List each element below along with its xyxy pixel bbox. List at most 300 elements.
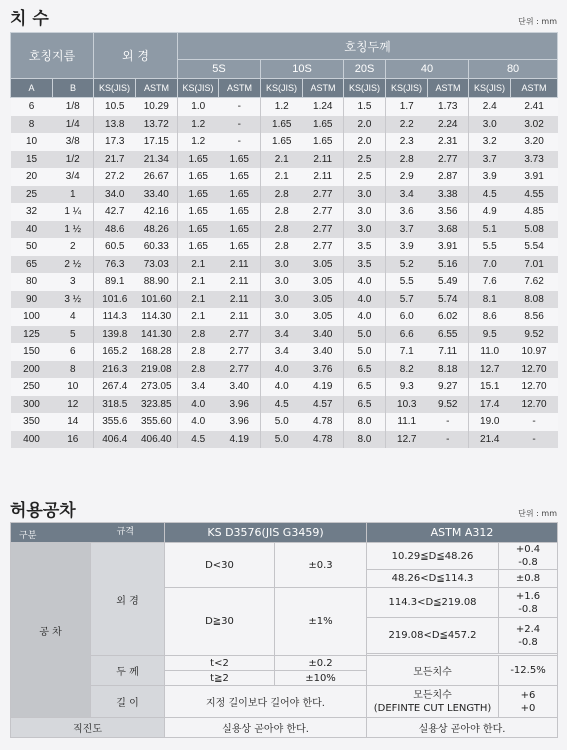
table-cell: 2.2 (386, 116, 428, 134)
table-cell: 3/8 (53, 133, 94, 151)
table-cell: 34.0 (94, 186, 136, 204)
astm-od-value-4: +2.4 -0.8 (499, 618, 558, 654)
table-cell: 3.5 (344, 238, 386, 256)
table-cell: 73.03 (136, 256, 178, 274)
table-cell: 8.08 (511, 291, 558, 309)
table-cell: 2.77 (303, 238, 344, 256)
table-cell: 3.40 (219, 378, 261, 396)
table-cell: - (511, 413, 558, 431)
table-cell: 12.70 (511, 378, 558, 396)
table-cell: 2.8 (178, 343, 219, 361)
table-row (11, 151, 558, 169)
dimensions-table (10, 32, 558, 448)
table-cell: 2.4 (469, 98, 511, 116)
table-cell: 12.70 (511, 361, 558, 379)
od-label: 외 경 (91, 543, 165, 656)
table-cell: 2.1 (261, 151, 303, 169)
straightness-label: 직진도 (11, 718, 165, 738)
table-cell: 4.0 (261, 361, 303, 379)
table-cell: 1.65 (178, 168, 219, 186)
table-cell: 65 (11, 256, 53, 274)
table-cell: 4.0 (344, 273, 386, 291)
table-cell: 21.4 (469, 431, 511, 449)
table-cell: 8.2 (386, 361, 428, 379)
table-cell: 2.1 (178, 256, 219, 274)
table-cell: 3.4 (178, 378, 219, 396)
table-row (11, 203, 558, 221)
table-cell: 4.0 (178, 396, 219, 414)
table-cell: 2.77 (219, 361, 261, 379)
table-cell: 4.9 (469, 203, 511, 221)
table-cell: 5.0 (261, 413, 303, 431)
table-cell: 3.96 (219, 413, 261, 431)
table-cell: 2.8 (178, 326, 219, 344)
length-astm-range: 모든치수 (DEFINTE CUT LENGTH) (367, 686, 499, 718)
table-cell: 3 ½ (53, 291, 94, 309)
table-cell: 4.0 (261, 378, 303, 396)
table-cell: 10.29 (136, 98, 178, 116)
table-cell: - (219, 133, 261, 151)
thickness-astm-value: -12.5% (499, 656, 558, 686)
table-cell: 89.1 (94, 273, 136, 291)
table-cell: 1.65 (178, 221, 219, 239)
table-cell: 1.7 (386, 98, 428, 116)
length-ks-text: 지정 길이보다 길어야 한다. (165, 686, 367, 718)
table-cell: 14 (53, 413, 94, 431)
table-cell: 5.49 (428, 273, 469, 291)
table-cell: - (428, 431, 469, 449)
table-cell: 3.91 (511, 168, 558, 186)
straightness-ks-text: 실용상 곧아야 한다. (165, 718, 367, 738)
table-cell: 1 (53, 186, 94, 204)
table-row (11, 343, 558, 361)
table-cell: 8.6 (469, 308, 511, 326)
table-cell: 15 (11, 151, 53, 169)
table-cell: 2.24 (428, 116, 469, 134)
table-cell: 1.0 (178, 98, 219, 116)
table-cell: 11.1 (386, 413, 428, 431)
table-cell: 3.56 (428, 203, 469, 221)
table-cell: 42.7 (94, 203, 136, 221)
table-cell: 6.6 (386, 326, 428, 344)
table-cell: 4 (53, 308, 94, 326)
table-cell: 2.87 (428, 168, 469, 186)
column-header: KS(JIS) (469, 79, 511, 98)
table-cell: 3.7 (386, 221, 428, 239)
table-cell: 1.73 (428, 98, 469, 116)
table-cell: 6.55 (428, 326, 469, 344)
table-cell: 4.85 (511, 203, 558, 221)
table-row (11, 98, 558, 116)
table-cell: 5.16 (428, 256, 469, 274)
table-cell: 4.5 (469, 186, 511, 204)
table-cell: 323.85 (136, 396, 178, 414)
table-cell: 1.65 (219, 168, 261, 186)
table-cell: 6 (53, 343, 94, 361)
schedule-20s: 20S (344, 60, 386, 79)
astm-od-value-2: ±0.8 (499, 570, 558, 588)
table-cell: 5.1 (469, 221, 511, 239)
table-cell: 3.05 (303, 308, 344, 326)
table-row (11, 116, 558, 134)
spec-label: 규격 (116, 527, 134, 537)
table-cell: 17.3 (94, 133, 136, 151)
table-cell: 1.24 (303, 98, 344, 116)
table-cell: 1 ½ (53, 221, 94, 239)
table-cell: 6.5 (344, 378, 386, 396)
table-cell: 10.5 (94, 98, 136, 116)
table-cell: 300 (11, 396, 53, 414)
table-cell: 3.6 (386, 203, 428, 221)
table-cell: 4.0 (178, 413, 219, 431)
thickness-label: 두 께 (91, 656, 165, 686)
table-row (11, 308, 558, 326)
column-header: B (53, 79, 94, 98)
table-cell: - (219, 116, 261, 134)
table-cell: 3.20 (511, 133, 558, 151)
column-header: ASTM (303, 79, 344, 98)
table-cell: 13.8 (94, 116, 136, 134)
table-cell: 5 (53, 326, 94, 344)
table-cell: 1.65 (219, 203, 261, 221)
table-cell: 15.1 (469, 378, 511, 396)
table-row (11, 221, 558, 239)
astm-od-range-2: 48.26<D≦114.3 (367, 570, 499, 588)
table-cell: 1/2 (53, 151, 94, 169)
table-cell: 3.4 (261, 343, 303, 361)
table-row (11, 256, 558, 274)
table-cell: 90 (11, 291, 53, 309)
length-astm-value: +6 +0 (499, 686, 558, 718)
table-cell: 1.65 (178, 151, 219, 169)
table-cell: 13.72 (136, 116, 178, 134)
table-cell: 2.11 (219, 256, 261, 274)
table-cell: 1.65 (261, 133, 303, 151)
table-cell: 3.96 (219, 396, 261, 414)
table-cell: 2.77 (428, 151, 469, 169)
astm-od-value-3: +1.6 -0.8 (499, 588, 558, 618)
table-cell: 2.0 (344, 133, 386, 151)
table-cell: 4.78 (303, 413, 344, 431)
table-cell: 355.6 (94, 413, 136, 431)
table-cell: 21.34 (136, 151, 178, 169)
table-cell: 3.05 (303, 291, 344, 309)
table-cell: 7.01 (511, 256, 558, 274)
table-cell: 406.40 (136, 431, 178, 449)
table-cell: 42.16 (136, 203, 178, 221)
table-cell: 5.5 (469, 238, 511, 256)
table-cell: 2.1 (261, 168, 303, 186)
table-cell: 2.11 (219, 273, 261, 291)
table-cell: 88.90 (136, 273, 178, 291)
table-cell: 3.0 (469, 116, 511, 134)
table-cell: 10.97 (511, 343, 558, 361)
table-cell: 114.30 (136, 308, 178, 326)
table-cell: 17.15 (136, 133, 178, 151)
table-cell: 33.40 (136, 186, 178, 204)
table-cell: 3.40 (303, 343, 344, 361)
dimensions-unit: 단위 : mm (518, 17, 557, 26)
table-cell: 2.0 (344, 116, 386, 134)
column-header: ASTM (428, 79, 469, 98)
table-cell: 3.73 (511, 151, 558, 169)
table-cell: 2.3 (386, 133, 428, 151)
table-cell: 9.52 (428, 396, 469, 414)
table-cell: 8.0 (344, 431, 386, 449)
table-cell: 2.5 (344, 151, 386, 169)
schedule-10s: 10S (261, 60, 344, 79)
table-cell: 9.5 (469, 326, 511, 344)
table-cell: 2.8 (261, 221, 303, 239)
table-cell: 219.08 (136, 361, 178, 379)
table-cell: 21.7 (94, 151, 136, 169)
table-cell: 8.56 (511, 308, 558, 326)
table-cell: 4.19 (303, 378, 344, 396)
table-cell: 1.65 (178, 186, 219, 204)
dimensions-title: 치 수 (10, 9, 49, 29)
table-cell: 3.0 (344, 203, 386, 221)
table-cell: 141.30 (136, 326, 178, 344)
table-row (11, 378, 558, 396)
table-cell: 6 (11, 98, 53, 116)
table-row (11, 273, 558, 291)
table-cell: 8.0 (344, 413, 386, 431)
od-large-value: ±1% (275, 588, 367, 656)
table-cell: 350 (11, 413, 53, 431)
ks-header: KS D3576(JIS G3459) (165, 523, 367, 543)
column-header: A (11, 79, 53, 98)
table-cell: 7.0 (469, 256, 511, 274)
table-cell: 8.1 (469, 291, 511, 309)
table-cell: 48.26 (136, 221, 178, 239)
table-cell: 11.0 (469, 343, 511, 361)
table-cell: 6.0 (386, 308, 428, 326)
table-cell: 267.4 (94, 378, 136, 396)
table-cell: 318.5 (94, 396, 136, 414)
column-header: ASTM (511, 79, 558, 98)
table-cell: 7.11 (428, 343, 469, 361)
table-cell: 5.08 (511, 221, 558, 239)
table-row (11, 186, 558, 204)
column-header: ASTM (136, 79, 178, 98)
table-cell: 3.0 (261, 291, 303, 309)
table-cell: 5.0 (344, 326, 386, 344)
od-small-value: ±0.3 (275, 543, 367, 588)
column-header: KS(JIS) (386, 79, 428, 98)
table-cell: 1.2 (261, 98, 303, 116)
table-cell: 1 ¼ (53, 203, 94, 221)
table-cell: 139.8 (94, 326, 136, 344)
table-cell: 2.5 (344, 168, 386, 186)
table-cell: 3.2 (469, 133, 511, 151)
table-cell: 3.40 (303, 326, 344, 344)
table-cell: 114.3 (94, 308, 136, 326)
table-cell: 9.27 (428, 378, 469, 396)
outer-diameter-header: 외 경 (94, 33, 178, 79)
table-cell: 2.8 (261, 186, 303, 204)
table-cell: 9.3 (386, 378, 428, 396)
table-cell: 16 (53, 431, 94, 449)
table-cell: 3.0 (261, 273, 303, 291)
table-row (11, 238, 558, 256)
astm-od-range-1: 10.29≦D≦48.26 (367, 543, 499, 570)
table-cell: 3.02 (511, 116, 558, 134)
table-cell: 8 (11, 116, 53, 134)
tolerance-label: 공 차 (11, 543, 91, 718)
thickness-large-value: ±10% (275, 671, 367, 686)
table-cell: 5.0 (261, 431, 303, 449)
table-cell: - (511, 431, 558, 449)
table-cell: 250 (11, 378, 53, 396)
table-cell: 2.8 (386, 151, 428, 169)
table-cell: 10 (11, 133, 53, 151)
nominal-size-header: 호칭지름 (11, 33, 94, 79)
thickness-astm-range: 모든치수 (367, 656, 499, 686)
od-small-range: D<30 (165, 543, 275, 588)
table-row (11, 291, 558, 309)
table-cell: 12.70 (511, 396, 558, 414)
table-cell: 3.4 (261, 326, 303, 344)
schedule-80: 80 (469, 60, 558, 79)
table-cell: 1/4 (53, 116, 94, 134)
od-large-range: D≧30 (165, 588, 275, 656)
table-cell: 200 (11, 361, 53, 379)
table-cell: 2.31 (428, 133, 469, 151)
table-cell: 2 ½ (53, 256, 94, 274)
table-cell: 50 (11, 238, 53, 256)
table-cell: 2.1 (178, 273, 219, 291)
table-cell: 406.4 (94, 431, 136, 449)
table-row (11, 168, 558, 186)
table-cell: 40 (11, 221, 53, 239)
table-cell: 2.11 (219, 308, 261, 326)
table-cell: 20 (11, 168, 53, 186)
table-cell: 2.1 (178, 291, 219, 309)
table-cell: 3 (53, 273, 94, 291)
tolerance-title: 허용공차 (10, 501, 76, 521)
astm-od-value-1: +0.4 -0.8 (499, 543, 558, 570)
table-cell: 6.5 (344, 361, 386, 379)
table-cell: 273.05 (136, 378, 178, 396)
column-header: KS(JIS) (261, 79, 303, 98)
table-cell: 3.38 (428, 186, 469, 204)
table-cell: 5.74 (428, 291, 469, 309)
table-cell: 80 (11, 273, 53, 291)
table-cell: 101.60 (136, 291, 178, 309)
table-cell: 3.4 (386, 186, 428, 204)
table-row (11, 133, 558, 151)
table-cell: 1/8 (53, 98, 94, 116)
table-cell: 12.7 (469, 361, 511, 379)
straightness-astm-text: 실용상 곧아야 한다. (367, 718, 558, 738)
schedule-5s: 5S (178, 60, 261, 79)
table-cell: 6.02 (428, 308, 469, 326)
table-cell: 5.0 (344, 343, 386, 361)
table-cell: 32 (11, 203, 53, 221)
table-cell: 165.2 (94, 343, 136, 361)
table-cell: 2.77 (219, 326, 261, 344)
thickness-large-range: t≧2 (165, 671, 275, 686)
table-cell: 1.65 (219, 186, 261, 204)
table-cell: 10.3 (386, 396, 428, 414)
table-cell: 26.67 (136, 168, 178, 186)
table-cell: 168.28 (136, 343, 178, 361)
table-cell: 7.62 (511, 273, 558, 291)
table-cell: 2.77 (303, 221, 344, 239)
table-cell: 3.05 (303, 273, 344, 291)
table-cell: 1.65 (303, 116, 344, 134)
table-cell: 3.5 (344, 256, 386, 274)
table-cell: 2.8 (261, 203, 303, 221)
table-cell: 10 (53, 378, 94, 396)
table-cell: 12.7 (386, 431, 428, 449)
table-cell: 8.18 (428, 361, 469, 379)
table-cell: 1.65 (219, 151, 261, 169)
table-cell: 4.55 (511, 186, 558, 204)
table-row (11, 431, 558, 449)
table-cell: 2 (53, 238, 94, 256)
table-cell: 3.0 (344, 221, 386, 239)
table-cell: 3.0 (261, 256, 303, 274)
table-cell: 9.52 (511, 326, 558, 344)
table-cell: 216.3 (94, 361, 136, 379)
table-cell: 48.6 (94, 221, 136, 239)
table-cell: 1.2 (178, 133, 219, 151)
division-label: 구분 (19, 531, 37, 541)
table-cell: 3.7 (469, 151, 511, 169)
table-cell: 4.0 (344, 291, 386, 309)
column-header: KS(JIS) (94, 79, 136, 98)
division-spec-header (11, 523, 165, 543)
astm-od-range-4: 219.08<D≦457.2 (367, 618, 499, 654)
table-cell: 3.68 (428, 221, 469, 239)
table-cell: 150 (11, 343, 53, 361)
table-cell: 5.5 (386, 273, 428, 291)
table-cell: 125 (11, 326, 53, 344)
table-cell: 4.78 (303, 431, 344, 449)
thickness-small-range: t<2 (165, 656, 275, 671)
table-cell: 17.4 (469, 396, 511, 414)
table-cell: 4.5 (178, 431, 219, 449)
table-cell: 7.1 (386, 343, 428, 361)
table-cell: 100 (11, 308, 53, 326)
table-cell: 4.19 (219, 431, 261, 449)
table-cell: 76.3 (94, 256, 136, 274)
table-cell: - (428, 413, 469, 431)
table-cell: 1.65 (303, 133, 344, 151)
table-cell: 2.9 (386, 168, 428, 186)
table-cell: 1.65 (178, 238, 219, 256)
table-row (11, 396, 558, 414)
table-cell: 7.6 (469, 273, 511, 291)
table-cell: 27.2 (94, 168, 136, 186)
column-header: KS(JIS) (178, 79, 219, 98)
table-cell: 3.0 (344, 186, 386, 204)
table-cell: 2.11 (219, 291, 261, 309)
table-cell: 3/4 (53, 168, 94, 186)
table-cell: 1.65 (219, 221, 261, 239)
table-cell: - (219, 98, 261, 116)
table-cell: 3.76 (303, 361, 344, 379)
table-cell: 1.65 (261, 116, 303, 134)
table-cell: 3.0 (261, 308, 303, 326)
table-cell: 2.11 (303, 168, 344, 186)
table-row (11, 326, 558, 344)
table-cell: 1.5 (344, 98, 386, 116)
table-cell: 4.57 (303, 396, 344, 414)
table-cell: 3.05 (303, 256, 344, 274)
table-cell: 2.8 (178, 361, 219, 379)
